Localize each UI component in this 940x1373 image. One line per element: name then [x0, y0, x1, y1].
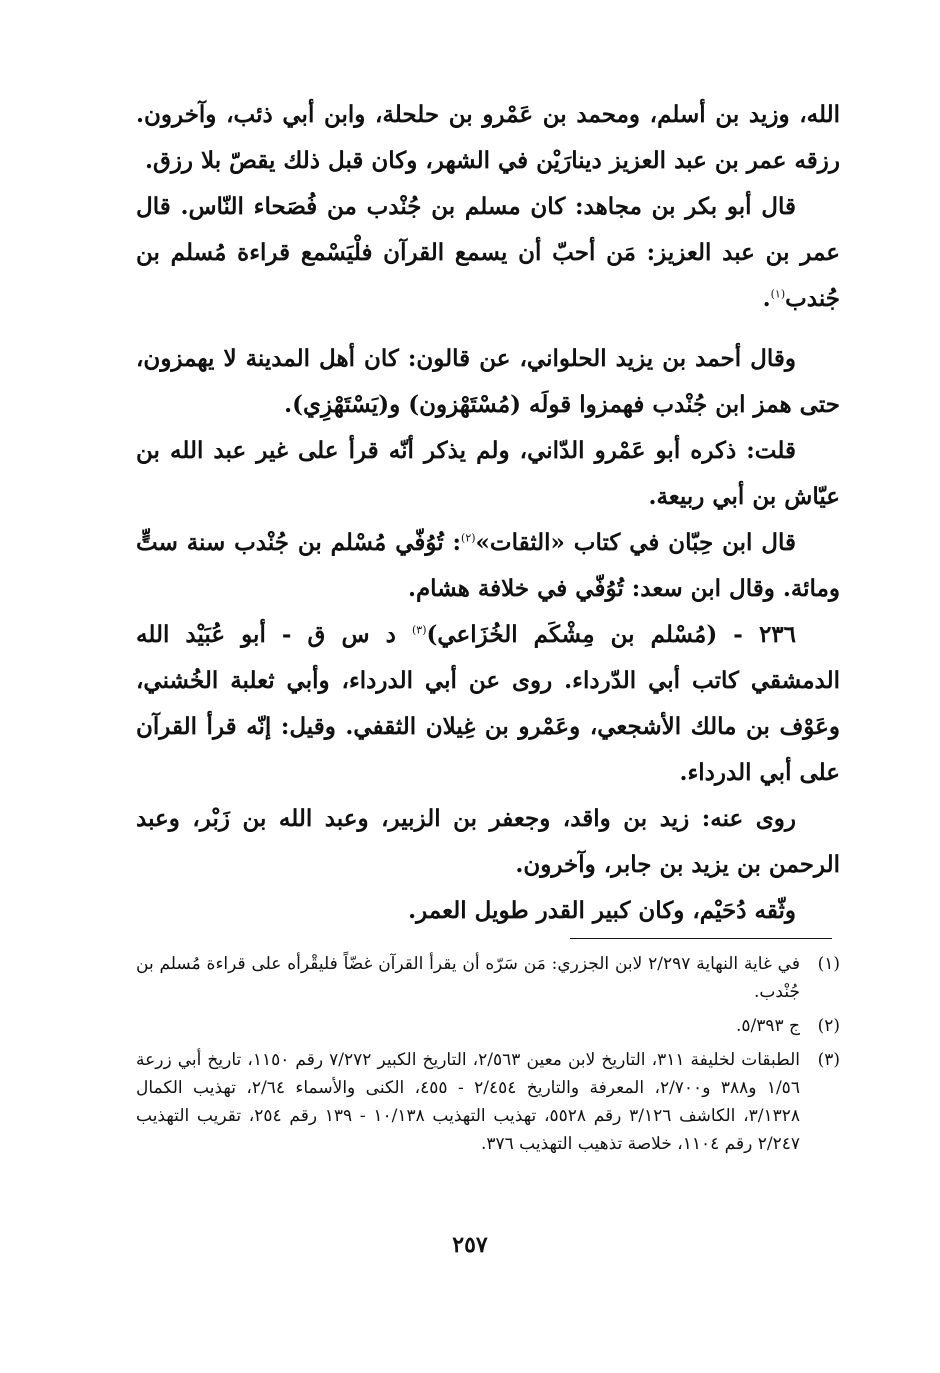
footnotes	[136, 950, 840, 1164]
paragraph-2-text: قال أبو بكر بن مجاهد: كان مسلم بن جُنْدب من فُصَحاء النّاس. قال عمر بن عبد العزيز: مَن أحبّ أن يسمع القرآن فلْيَسْمع قراءة مُسلم بن جُندب	[136, 193, 840, 312]
footnote-ref-3[interactable]: (٣)	[411, 623, 427, 637]
entry-236	[136, 612, 840, 796]
paragraph-2	[136, 184, 840, 322]
paragraph-5-text-b: : تُوُفّي مُسْلم بن جُنْدب سنة ستٍّ ومائة. وقال ابن سعد: تُوُفّي في خلافة هشام.	[136, 529, 840, 602]
paragraph-8: وثّقه دُحَيْم، وكان كبير القدر طويل العمر.	[408, 897, 796, 924]
paragraph-1: الله، وزيد بن أسلم، ومحمد بن عَمْرو بن حلحلة، وابن أبي ذئب، وآخرون. رزقه عمر بن عبد العزيز دينارَيْن في الشهر، وكان قبل ذلك يقصّ بلا رزق.	[136, 101, 840, 174]
paragraph-4: قلت: ذكره أبو عَمْرو الدّاني، ولم يذكر أنّه قرأ على غير عبد الله بن عيّاش بن أبي ربيعة.	[136, 437, 840, 510]
paragraph-7: روى عنه: زيد بن واقد، وجعفر بن الزبير، وعبد الله بن زَبْر، وعبد الرحمن بن يزيد بن جابر، وآخرون.	[136, 805, 840, 878]
paragraph-5-text-a: قال ابن حِبّان في كتاب «الثقات»	[475, 529, 796, 556]
footnote-2-number: (٢)	[817, 1016, 840, 1036]
footnote-3	[136, 1046, 840, 1158]
page-number: ٢٥٧	[452, 1232, 488, 1258]
footnote-divider	[570, 938, 832, 939]
footnote-1-number: (١)	[817, 954, 840, 974]
main-text	[136, 92, 840, 934]
footnote-1-text: في غاية النهاية ٢/٢٩٧ لابن الجزري: مَن سَرّه أن يقرأ القرآن غضّاً فليقْرأه على قراءة مُسلم بن جُنْدب.	[136, 954, 800, 1002]
entry-236-text: د س ق - أبو عُبَيْد الله الدمشقي كاتب أبي الدّرداء. روى عن أبي الدرداء، وأبي ثعلبة الخُشني، وعَوْف بن مالك الأشجعي، وعَمْرو بن غِيلان الثقفي. وقيل: إنّه قرأ القرآن على أبي الدرداء.	[136, 621, 840, 786]
entry-236-heading: ٢٣٦ - (مُسْلم بن مِشْكَم الخُزَاعي)	[426, 621, 796, 648]
paragraph-2-end: .	[762, 285, 771, 312]
footnote-3-number: (٣)	[817, 1050, 840, 1070]
paragraph-3: وقال أحمد بن يزيد الحلواني، عن قالون: كان أهل المدينة لا يهمزون، حتى همز ابن جُنْدب فهمزوا قولَه (مُسْتَهْزون) و(يَسْتَهْزِي).	[136, 345, 840, 418]
footnote-2	[136, 1012, 840, 1040]
footnote-3-text: الطبقات لخليفة ٣١١، التاريخ لابن معين ٢/٥٦٣، التاريخ الكبير ٧/٢٧٢ رقم ١١٥٠، تاريخ أبي زرعة ١/٥٦ و٣٨٨ و٢/٧٠٠، المعرفة والتاريخ ٢/٤٥٤ - ٤٥٥، الكنى والأسماء ٢/٦٤، تهذيب الكمال ٣/١٣٢٨، الكاشف ٣/١٢٦ رقم ٥٥٢٨، تهذيب التهذيب ١٠/١٣٨ - ١٣٩ رقم ٢٥٤، تقريب التهذيب ٢/٢٤٧ رقم ١١٠٤، خلاصة تذهيب التهذيب ٣٧٦.	[136, 1050, 801, 1154]
paragraph-5	[136, 520, 840, 612]
footnote-2-text: ج ٥/٣٩٣.	[735, 1016, 800, 1036]
footnote-ref-2[interactable]: (٢)	[461, 531, 476, 545]
footnote-ref-1[interactable]: (١)	[770, 287, 786, 301]
footnote-1	[136, 950, 840, 1006]
